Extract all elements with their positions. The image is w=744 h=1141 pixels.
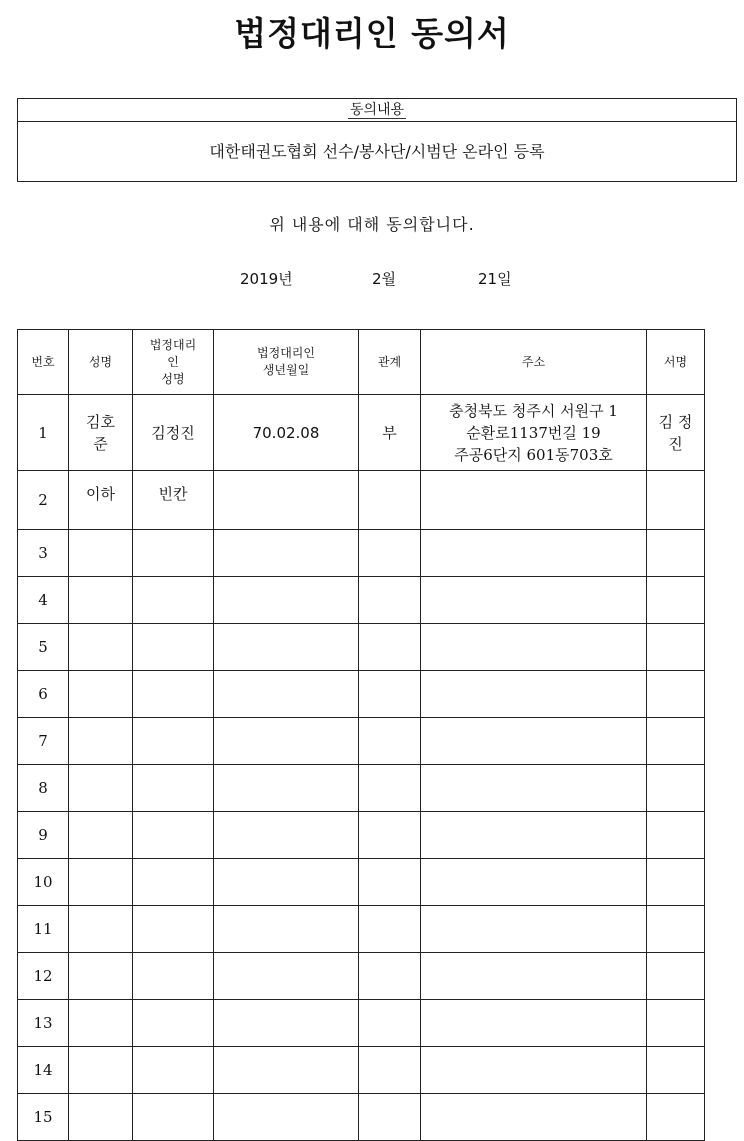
cell-address (421, 1047, 647, 1094)
cell-guardian-name (133, 765, 214, 812)
header-address: 주소 (421, 330, 647, 395)
date-month: 2월 (372, 270, 397, 288)
cell-signature (647, 530, 705, 577)
cell-signature (647, 1000, 705, 1047)
header-guardian-birth-line2: 생년월일 (262, 363, 310, 377)
cell-signature (647, 718, 705, 765)
cell-no: 10 (18, 859, 69, 906)
guardian-roster-table (17, 329, 705, 1141)
cell-relation (359, 1000, 421, 1047)
cell-address (421, 471, 647, 530)
cell-name (69, 718, 133, 765)
header-no: 번호 (18, 330, 69, 395)
cell-guardian-birth (214, 953, 359, 1000)
cell-guardian-name (133, 671, 214, 718)
cell-no: 7 (18, 718, 69, 765)
cell-no: 5 (18, 624, 69, 671)
cell-signature (647, 859, 705, 906)
cell-relation (359, 624, 421, 671)
cell-address (421, 624, 647, 671)
table-row (18, 624, 705, 671)
cell-relation (359, 1047, 421, 1094)
cell-no: 1 (18, 395, 69, 471)
cell-guardian-birth (214, 624, 359, 671)
cell-signature (647, 471, 705, 530)
cell-name (69, 395, 133, 471)
cell-address (421, 395, 647, 471)
cell-guardian-birth (214, 859, 359, 906)
cell-address (421, 906, 647, 953)
cell-relation (359, 530, 421, 577)
cell-name (69, 1094, 133, 1141)
consent-header (18, 99, 736, 122)
cell-guardian-birth (214, 906, 359, 953)
cell-address-line3: 주공6단지 601동703호 (454, 445, 613, 464)
cell-address (421, 530, 647, 577)
cell-name (69, 953, 133, 1000)
consent-box (17, 98, 737, 182)
cell-no: 11 (18, 906, 69, 953)
cell-signature (647, 671, 705, 718)
cell-name (69, 812, 133, 859)
table-row (18, 906, 705, 953)
cell-signature (647, 577, 705, 624)
cell-guardian-name (133, 624, 214, 671)
cell-guardian-birth (214, 671, 359, 718)
date-year: 2019년 (240, 270, 293, 288)
table-row (18, 671, 705, 718)
cell-address (421, 1000, 647, 1047)
consent-statement: 위 내용에 대해 동의합니다. (269, 215, 475, 234)
header-guardian-name (133, 330, 214, 395)
cell-signature-line1: 김 정 (658, 412, 693, 431)
table-row (18, 812, 705, 859)
cell-signature-line2: 진 (668, 434, 683, 453)
cell-guardian-name: 김정진 (133, 395, 214, 471)
cell-name: 이하 (69, 471, 133, 530)
table-row (18, 530, 705, 577)
cell-relation (359, 471, 421, 530)
cell-guardian-name: 빈칸 (133, 471, 214, 530)
cell-signature (647, 906, 705, 953)
cell-address-line2: 순환로1137번길 19 (466, 423, 601, 442)
table-row (18, 1047, 705, 1094)
table-row (18, 718, 705, 765)
table-row (18, 953, 705, 1000)
cell-guardian-name (133, 859, 214, 906)
cell-guardian-birth: 70.02.08 (214, 395, 359, 471)
cell-relation (359, 859, 421, 906)
header-signature: 서명 (647, 330, 705, 395)
cell-address (421, 859, 647, 906)
cell-guardian-birth (214, 765, 359, 812)
cell-address-line1: 충청북도 청주시 서원구 1 (449, 401, 618, 420)
cell-no: 6 (18, 671, 69, 718)
cell-no: 3 (18, 530, 69, 577)
cell-relation (359, 812, 421, 859)
cell-relation (359, 577, 421, 624)
cell-signature (647, 765, 705, 812)
cell-no: 15 (18, 1094, 69, 1141)
cell-relation (359, 906, 421, 953)
table-row (18, 471, 705, 530)
header-guardian-name-line3: 성명 (161, 371, 185, 386)
cell-no: 4 (18, 577, 69, 624)
cell-address (421, 953, 647, 1000)
cell-address (421, 1094, 647, 1141)
header-name: 성명 (69, 330, 133, 395)
cell-relation (359, 1094, 421, 1141)
table-row (18, 765, 705, 812)
cell-signature (647, 624, 705, 671)
cell-relation (359, 953, 421, 1000)
header-guardian-name-line2: 인 (167, 354, 179, 369)
cell-name (69, 624, 133, 671)
cell-name (69, 577, 133, 624)
cell-name-line2: 준 (93, 434, 108, 453)
table-header-row (18, 330, 705, 395)
cell-guardian-name (133, 953, 214, 1000)
cell-name (69, 1047, 133, 1094)
table-row (18, 577, 705, 624)
cell-guardian-birth (214, 577, 359, 624)
cell-no: 14 (18, 1047, 69, 1094)
cell-signature (647, 953, 705, 1000)
header-relation: 관계 (359, 330, 421, 395)
cell-guardian-birth (214, 1047, 359, 1094)
cell-guardian-birth (214, 530, 359, 577)
cell-name (69, 765, 133, 812)
cell-relation (359, 718, 421, 765)
cell-name (69, 906, 133, 953)
cell-guardian-name (133, 718, 214, 765)
table-row (18, 1094, 705, 1141)
cell-address (421, 718, 647, 765)
cell-name (69, 530, 133, 577)
cell-guardian-birth (214, 1094, 359, 1141)
header-guardian-name-line1: 법정대리 (149, 337, 197, 352)
cell-guardian-name (133, 906, 214, 953)
cell-address (421, 812, 647, 859)
cell-no: 9 (18, 812, 69, 859)
header-guardian-birth-line1: 법정대리인 (257, 346, 315, 360)
cell-guardian-name (133, 1047, 214, 1094)
cell-no: 8 (18, 765, 69, 812)
cell-relation: 부 (359, 395, 421, 471)
cell-guardian-birth (214, 718, 359, 765)
cell-guardian-name (133, 1094, 214, 1141)
cell-name-line1: 김호 (86, 412, 115, 431)
cell-guardian-birth (214, 812, 359, 859)
cell-signature (647, 1047, 705, 1094)
cell-name (69, 859, 133, 906)
cell-name (69, 1000, 133, 1047)
cell-address (421, 671, 647, 718)
document-title: 법정대리인 동의서 (234, 14, 510, 53)
cell-signature (647, 1094, 705, 1141)
cell-name (69, 671, 133, 718)
cell-relation (359, 765, 421, 812)
cell-guardian-birth (214, 1000, 359, 1047)
cell-no: 13 (18, 1000, 69, 1047)
cell-no: 12 (18, 953, 69, 1000)
cell-guardian-name (133, 1000, 214, 1047)
table-row (18, 859, 705, 906)
consent-header-label: 동의내용 (349, 102, 405, 118)
table-row (18, 395, 705, 471)
cell-no: 2 (18, 471, 69, 530)
cell-guardian-name (133, 577, 214, 624)
table-row (18, 1000, 705, 1047)
cell-guardian-name (133, 812, 214, 859)
header-guardian-birth (214, 330, 359, 395)
cell-signature (647, 812, 705, 859)
cell-guardian-name (133, 530, 214, 577)
cell-guardian-birth (214, 471, 359, 530)
cell-relation (359, 671, 421, 718)
date-day: 21일 (478, 270, 512, 288)
cell-address (421, 765, 647, 812)
cell-address (421, 577, 647, 624)
consent-content: 대한태권도협회 선수/봉사단/시범단 온라인 등록 (209, 142, 545, 161)
cell-signature (647, 395, 705, 471)
